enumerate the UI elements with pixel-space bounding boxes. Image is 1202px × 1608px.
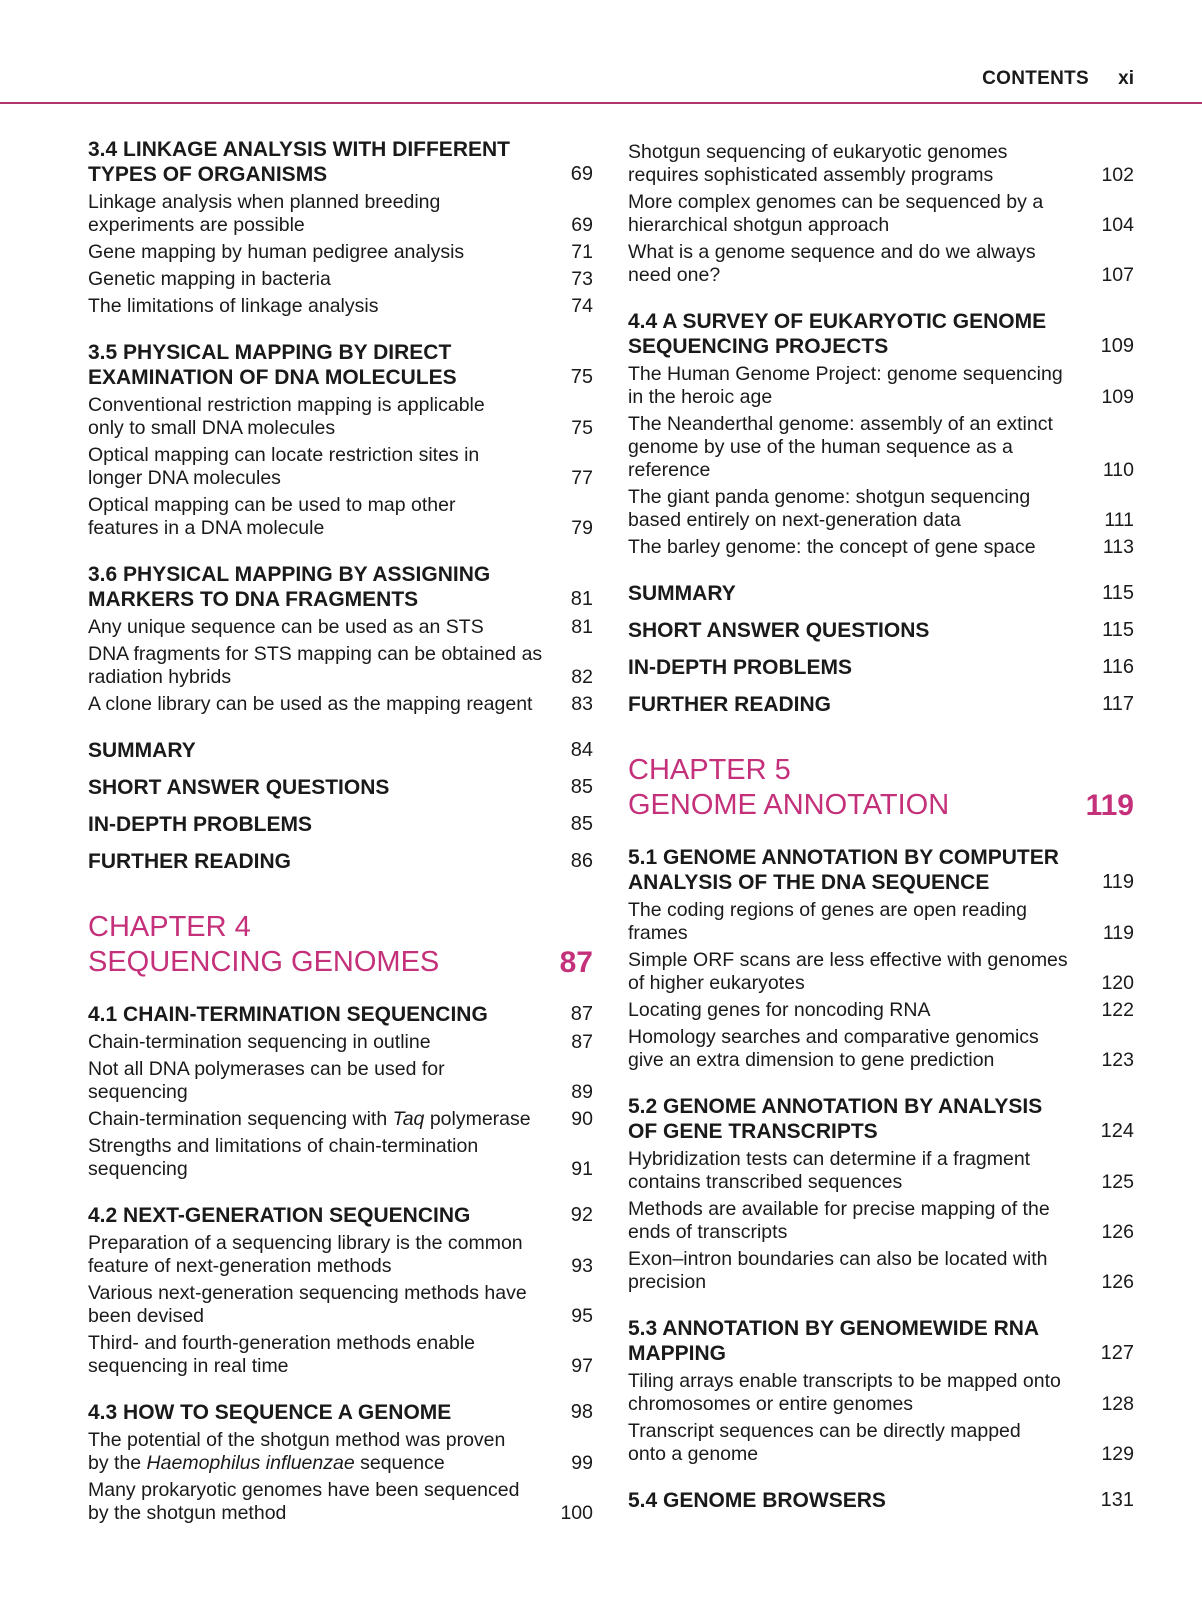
toc-text-line: 4.4 A SURVEY OF EUKARYOTIC GENOME xyxy=(628,310,1047,333)
toc-text-line: Conventional restriction mapping is applicable xyxy=(88,394,485,416)
end-matter-label: IN-DEPTH PROBLEMS xyxy=(628,656,853,679)
toc-text-line: The Neanderthal genome: assembly of an extinct xyxy=(628,413,1053,435)
end-matter-entry xyxy=(628,618,1134,643)
toc-entry-page: 71 xyxy=(571,241,593,263)
toc-text-line: Tiling arrays enable transcripts to be mapped onto xyxy=(628,1370,1061,1392)
toc-text-line: The giant panda genome: shotgun sequencing xyxy=(628,486,1031,508)
toc-section-3-5 xyxy=(88,340,593,540)
toc-text-line: 5.2 GENOME ANNOTATION BY ANALYSIS xyxy=(628,1095,1043,1118)
section-heading xyxy=(628,1094,1101,1144)
toc-entry-page: 119 xyxy=(1102,922,1134,944)
toc-text-line: Transcript sequences can be directly mapped xyxy=(628,1420,1021,1442)
end-matter-page: 86 xyxy=(570,850,593,872)
section-page-number: 75 xyxy=(570,366,593,388)
end-matter-entry xyxy=(88,812,593,837)
toc-entry-page: 102 xyxy=(1101,164,1134,186)
toc-text-line: radiation hybrids xyxy=(88,666,232,688)
toc-text-line: Optical mapping can locate restriction sites in xyxy=(88,444,480,466)
toc-entry xyxy=(628,949,1134,995)
toc-text-line: 5.3 ANNOTATION BY GENOMEWIDE RNA xyxy=(628,1317,1040,1340)
toc-right-column xyxy=(628,137,1134,1535)
toc-entry-title xyxy=(88,444,571,490)
toc-entry xyxy=(628,536,1134,559)
toc-text-line: give an extra dimension to gene prediction xyxy=(628,1049,995,1071)
toc-section-3-4 xyxy=(88,137,593,318)
toc-entry xyxy=(88,394,593,440)
section-heading xyxy=(88,340,571,390)
toc-entry-title xyxy=(88,1108,571,1131)
toc-entry-page: 87 xyxy=(571,1031,593,1053)
section-page-number: 119 xyxy=(1102,871,1134,893)
toc-text-line: MAPPING xyxy=(628,1342,727,1365)
end-matter-entry xyxy=(88,775,593,800)
toc-text-line: reference xyxy=(628,459,711,481)
toc-entry xyxy=(628,1370,1134,1416)
toc-text-line: contains transcribed sequences xyxy=(628,1171,903,1193)
toc-entry-title xyxy=(88,1332,571,1378)
toc-text-line: Any unique sequence can be used as an STS xyxy=(88,616,484,638)
toc-text-line: by the shotgun method xyxy=(88,1502,287,1524)
section-page-number: 124 xyxy=(1100,1120,1134,1142)
toc-text-line: Locating genes for noncoding RNA xyxy=(628,999,931,1021)
toc-entry-page: 75 xyxy=(571,417,593,439)
toc-entry-page: 79 xyxy=(571,517,593,539)
toc-entry xyxy=(88,1232,593,1278)
toc-entry-page: 129 xyxy=(1101,1443,1134,1465)
italic-term: Haemophilus influenzae xyxy=(146,1452,355,1474)
toc-text-line: The coding regions of genes are open reading xyxy=(628,899,1027,921)
section-heading-row xyxy=(88,1400,593,1425)
toc-entry-page: 99 xyxy=(571,1452,593,1474)
toc-entry xyxy=(88,241,593,264)
toc-text-line: hierarchical shotgun approach xyxy=(628,214,890,236)
end-matter-label: FURTHER READING xyxy=(628,693,831,716)
toc-entry xyxy=(88,693,593,716)
toc-entry-title xyxy=(88,191,571,237)
toc-text-line: TYPES OF ORGANISMS xyxy=(88,163,328,186)
toc-text-line: sequencing in real time xyxy=(88,1355,289,1377)
toc-text-line: need one? xyxy=(628,264,721,286)
toc-entry-title xyxy=(628,1026,1101,1072)
section-heading xyxy=(628,1488,1101,1513)
toc-entry-title xyxy=(628,413,1103,482)
toc-entry xyxy=(88,1135,593,1181)
toc-entry xyxy=(628,1198,1134,1244)
running-head-title: CONTENTS xyxy=(982,68,1089,89)
chapter-number: CHAPTER 4 xyxy=(88,911,251,943)
section-heading xyxy=(88,1203,571,1228)
chapter-number: CHAPTER 5 xyxy=(628,754,791,786)
toc-entry xyxy=(628,899,1134,945)
toc-entry xyxy=(628,1420,1134,1466)
toc-entry-title xyxy=(88,1282,571,1328)
section-page-number: 127 xyxy=(1100,1342,1134,1364)
toc-text-segment: Chain-termination sequencing with xyxy=(88,1108,393,1130)
toc-entry-title xyxy=(88,394,571,440)
toc-text-line: EXAMINATION OF DNA MOLECULES xyxy=(88,366,457,389)
toc-section-5-1 xyxy=(628,845,1134,1072)
toc-text-line: 4.1 CHAIN-TERMINATION SEQUENCING xyxy=(88,1003,488,1026)
toc-entry xyxy=(88,1479,593,1525)
toc-text-line: The potential of the shotgun method was proven xyxy=(88,1429,506,1451)
toc-text-line: OF GENE TRANSCRIPTS xyxy=(628,1120,878,1143)
toc-entry xyxy=(628,486,1134,532)
toc-entry-page: 69 xyxy=(571,214,593,236)
toc-text-line: Linkage analysis when planned breeding xyxy=(88,191,441,213)
toc-entry-title xyxy=(628,536,1103,559)
section-heading-row xyxy=(628,309,1134,359)
toc-entry xyxy=(88,268,593,291)
toc-entry-page: 120 xyxy=(1101,972,1134,994)
toc-entry-title xyxy=(88,616,571,639)
toc-entry-page: 90 xyxy=(571,1108,593,1130)
section-page-number: 98 xyxy=(570,1401,593,1423)
toc-section-4-3-cont xyxy=(628,141,1134,287)
toc-entry-title xyxy=(88,295,571,318)
toc-entry-title xyxy=(628,141,1101,187)
toc-entry-title xyxy=(88,693,571,716)
section-page-number: 69 xyxy=(570,163,593,185)
toc-text-line: MARKERS TO DNA FRAGMENTS xyxy=(88,588,419,611)
chapter-page-number: 87 xyxy=(559,946,593,979)
toc-text-line: Shotgun sequencing of eukaryotic genomes xyxy=(628,141,1008,163)
toc-entry-title xyxy=(628,999,1101,1022)
section-heading-row xyxy=(628,1488,1134,1513)
toc-entry-title xyxy=(88,1429,571,1475)
page-header xyxy=(0,0,1202,106)
toc-entry-page: 93 xyxy=(571,1255,593,1277)
toc-entry-page: 109 xyxy=(1101,386,1134,408)
toc-entry xyxy=(628,1148,1134,1194)
end-matter-entry xyxy=(628,692,1134,717)
toc-entry-title xyxy=(88,241,571,264)
toc-entry-title xyxy=(628,191,1101,237)
toc-text-line: frames xyxy=(628,922,688,944)
section-heading xyxy=(628,309,1101,359)
toc-entry-page: 100 xyxy=(560,1502,593,1524)
toc-text-line: experiments are possible xyxy=(88,214,305,236)
toc-entry-title xyxy=(88,1232,571,1278)
toc-entry xyxy=(88,1429,593,1475)
toc-entry xyxy=(88,1058,593,1104)
toc-entry-page: 97 xyxy=(571,1355,593,1377)
toc-text-line: in the heroic age xyxy=(628,386,773,408)
toc-text-line: requires sophisticated assembly programs xyxy=(628,164,994,186)
toc-text-line: Many prokaryotic genomes have been sequenced xyxy=(88,1479,520,1501)
end-matter-label: SUMMARY xyxy=(628,582,736,605)
toc-entry-page: 74 xyxy=(571,295,593,317)
chapter-4-heading xyxy=(88,910,593,980)
section-heading xyxy=(88,137,571,187)
end-matter-page: 117 xyxy=(1102,693,1134,715)
toc-entry xyxy=(628,363,1134,409)
toc-entry xyxy=(88,1108,593,1131)
toc-text-line: based entirely on next-generation data xyxy=(628,509,961,531)
toc-text-line: 4.2 NEXT-GENERATION SEQUENCING xyxy=(88,1204,471,1227)
toc-entry xyxy=(88,616,593,639)
toc-section-3-6 xyxy=(88,562,593,716)
toc-entry xyxy=(628,241,1134,287)
toc-entry-title xyxy=(88,1479,560,1525)
toc-text-line: sequencing xyxy=(88,1081,188,1103)
end-matter-label: FURTHER READING xyxy=(88,850,291,873)
toc-text-segment: polymerase xyxy=(424,1108,531,1130)
toc-entry-page: 122 xyxy=(1101,999,1134,1021)
section-heading-row xyxy=(628,1316,1134,1366)
toc-text-line: 5.1 GENOME ANNOTATION BY COMPUTER xyxy=(628,846,1059,869)
toc-text-line: Methods are available for precise mapping of the xyxy=(628,1198,1050,1220)
toc-text-line: longer DNA molecules xyxy=(88,467,281,489)
section-heading xyxy=(88,1002,571,1027)
toc-entry-page: 128 xyxy=(1101,1393,1134,1415)
end-matter-page: 115 xyxy=(1102,619,1134,641)
toc-entry-title xyxy=(88,1031,571,1054)
toc-entry xyxy=(88,643,593,689)
toc-entry-page: 77 xyxy=(571,467,593,489)
toc-text-line: The barley genome: the concept of gene space xyxy=(628,536,1036,558)
toc-entry-page: 73 xyxy=(571,268,593,290)
section-heading xyxy=(88,562,571,612)
toc-text-line: The Human Genome Project: genome sequencing xyxy=(628,363,1063,385)
toc-text-line: sequencing xyxy=(88,1158,188,1180)
toc-text-segment: sequence xyxy=(354,1452,445,1474)
toc-text-line: precision xyxy=(628,1271,707,1293)
end-matter-page: 85 xyxy=(570,776,593,798)
toc-text-line: of higher eukaryotes xyxy=(628,972,805,994)
toc-text-line: feature of next-generation methods xyxy=(88,1255,392,1277)
toc-text-line: Chain-termination sequencing in outline xyxy=(88,1031,431,1053)
end-matter-entry xyxy=(628,581,1134,606)
toc-text-line: Optical mapping can be used to map other xyxy=(88,494,456,516)
toc-text-line: Various next-generation sequencing methods have xyxy=(88,1282,527,1304)
chapter-5-heading xyxy=(628,753,1134,823)
end-matter-label: SHORT ANSWER QUESTIONS xyxy=(88,776,390,799)
toc-text-line: genome by use of the human sequence as a xyxy=(628,436,1013,458)
toc-entry-title xyxy=(88,643,571,689)
end-matter-label: SUMMARY xyxy=(88,739,196,762)
italic-term: Taq xyxy=(392,1108,425,1130)
toc-text-line: What is a genome sequence and do we always xyxy=(628,241,1036,263)
toc-entry-page: 110 xyxy=(1102,459,1134,481)
toc-text-line: Exon–intron boundaries can also be located with xyxy=(628,1248,1048,1270)
toc-text-line: Simple ORF scans are less effective with genomes xyxy=(628,949,1068,971)
toc-text-line: More complex genomes can be sequenced by a xyxy=(628,191,1044,213)
toc-entry-page: 126 xyxy=(1101,1271,1134,1293)
toc-entry-title xyxy=(628,486,1104,532)
toc-entry xyxy=(88,1282,593,1328)
toc-section-5-4 xyxy=(628,1488,1134,1513)
toc-section-4-4 xyxy=(628,309,1134,559)
toc-entry-page: 111 xyxy=(1104,509,1134,531)
toc-entry-page: 82 xyxy=(571,666,593,688)
toc-entry xyxy=(88,191,593,237)
toc-entry-title xyxy=(628,363,1101,409)
toc-entry xyxy=(628,191,1134,237)
toc-text-line: chromosomes or entire genomes xyxy=(628,1393,914,1415)
toc-entry-title xyxy=(628,1370,1101,1416)
toc-entry xyxy=(88,494,593,540)
toc-entry-title xyxy=(88,494,571,540)
toc-section-5-2 xyxy=(628,1094,1134,1294)
toc-entry-page: 107 xyxy=(1101,264,1134,286)
toc-end-matter xyxy=(628,581,1134,717)
chapter-page-number: 119 xyxy=(1085,789,1134,822)
toc-text-line: DNA fragments for STS mapping can be obtained as xyxy=(88,643,543,665)
end-matter-entry xyxy=(88,849,593,874)
section-heading-row xyxy=(88,562,593,612)
toc-section-4-2 xyxy=(88,1203,593,1378)
toc-entry-title xyxy=(88,268,571,291)
section-heading-row xyxy=(628,1094,1134,1144)
toc-entry-page: 95 xyxy=(571,1305,593,1327)
toc-entry-page: 126 xyxy=(1101,1221,1134,1243)
toc-entry xyxy=(88,1332,593,1378)
toc-text-line: Genetic mapping in bacteria xyxy=(88,268,331,290)
page-number: xi xyxy=(1118,68,1134,89)
chapter-title: GENOME ANNOTATION xyxy=(628,789,950,821)
section-page-number: 109 xyxy=(1100,335,1134,357)
toc-text-line: 3.5 PHYSICAL MAPPING BY DIRECT xyxy=(88,341,452,364)
toc-text-line: SEQUENCING PROJECTS xyxy=(628,335,889,358)
toc-text-line: onto a genome xyxy=(628,1443,759,1465)
section-heading-row xyxy=(88,137,593,187)
toc-entry-page: 113 xyxy=(1102,536,1134,558)
section-page-number: 131 xyxy=(1100,1489,1134,1511)
toc-text-line: 5.4 GENOME BROWSERS xyxy=(628,1489,886,1512)
toc-entry xyxy=(88,295,593,318)
toc-text-line: ANALYSIS OF THE DNA SEQUENCE xyxy=(628,871,990,894)
toc-entry xyxy=(88,1031,593,1054)
toc-entry-title xyxy=(628,1248,1101,1294)
section-heading-row xyxy=(88,340,593,390)
toc-text-segment: by the xyxy=(88,1452,147,1474)
end-matter-page: 116 xyxy=(1102,656,1134,678)
toc-section-5-3 xyxy=(628,1316,1134,1466)
toc-section-4-3 xyxy=(88,1400,593,1525)
toc-entry-title xyxy=(628,241,1101,287)
toc-entry xyxy=(628,413,1134,482)
toc-left-column xyxy=(88,137,593,1547)
section-page-number: 81 xyxy=(570,588,593,610)
chapter-title-row xyxy=(628,788,1134,823)
section-page-number: 92 xyxy=(570,1204,593,1226)
header-rule xyxy=(0,102,1202,104)
toc-text-line: Third- and fourth-generation methods enable xyxy=(88,1332,475,1354)
toc-entry xyxy=(628,1026,1134,1072)
toc-text-line: A clone library can be used as the mapping reagent xyxy=(88,693,533,715)
toc-entry-title xyxy=(628,1420,1101,1466)
toc-text-line: 3.4 LINKAGE ANALYSIS WITH DIFFERENT xyxy=(88,138,510,161)
toc-text-line: features in a DNA molecule xyxy=(88,517,325,539)
toc-text-line: ends of transcripts xyxy=(628,1221,788,1243)
toc-text-line: 3.6 PHYSICAL MAPPING BY ASSIGNING xyxy=(88,563,491,586)
toc-text-line: Preparation of a sequencing library is the common xyxy=(88,1232,523,1254)
toc-entry-page: 89 xyxy=(571,1081,593,1103)
toc-entry-title xyxy=(628,949,1101,995)
toc-entry-page: 91 xyxy=(571,1158,593,1180)
section-heading-row xyxy=(88,1002,593,1027)
toc-entry-title xyxy=(628,1148,1101,1194)
toc-entry-title xyxy=(88,1135,571,1181)
toc-entry-page: 125 xyxy=(1101,1171,1134,1193)
toc-end-matter xyxy=(88,738,593,874)
toc-text-line: been devised xyxy=(88,1305,205,1327)
toc-entry-page: 123 xyxy=(1101,1049,1134,1071)
toc-entry-page: 104 xyxy=(1101,214,1134,236)
toc-entry-page: 81 xyxy=(571,616,593,638)
toc-text-line: The limitations of linkage analysis xyxy=(88,295,379,317)
end-matter-label: IN-DEPTH PROBLEMS xyxy=(88,813,313,836)
toc-text-line: Homology searches and comparative genomics xyxy=(628,1026,1039,1048)
end-matter-page: 84 xyxy=(570,739,593,761)
toc-entry xyxy=(628,1248,1134,1294)
toc-entry-title xyxy=(628,1198,1101,1244)
chapter-title-row xyxy=(88,945,593,980)
end-matter-page: 115 xyxy=(1102,582,1134,604)
end-matter-entry xyxy=(628,655,1134,680)
toc-text-line: 4.3 HOW TO SEQUENCE A GENOME xyxy=(88,1401,452,1424)
chapter-title: SEQUENCING GENOMES xyxy=(88,946,440,978)
section-heading-row xyxy=(628,845,1134,895)
toc-entry-title xyxy=(628,899,1103,945)
end-matter-page: 85 xyxy=(570,813,593,835)
toc-section-4-1 xyxy=(88,1002,593,1181)
toc-text-line: Not all DNA polymerases can be used for xyxy=(88,1058,445,1080)
section-heading xyxy=(628,1316,1101,1366)
toc-text-line: Hybridization tests can determine if a fragment xyxy=(628,1148,1031,1170)
end-matter-entry xyxy=(88,738,593,763)
toc-entry xyxy=(628,141,1134,187)
section-heading xyxy=(88,1400,571,1425)
toc-entry-page: 83 xyxy=(571,693,593,715)
toc-entry-title xyxy=(88,1058,571,1104)
end-matter-label: SHORT ANSWER QUESTIONS xyxy=(628,619,930,642)
toc-text-line: only to small DNA molecules xyxy=(88,417,336,439)
section-heading-row xyxy=(88,1203,593,1228)
toc-entry xyxy=(628,999,1134,1022)
toc-entry xyxy=(88,444,593,490)
section-page-number: 87 xyxy=(570,1003,593,1025)
toc-text-line: Strengths and limitations of chain-termination xyxy=(88,1135,479,1157)
section-heading xyxy=(628,845,1102,895)
toc-text-line: Gene mapping by human pedigree analysis xyxy=(88,241,465,263)
